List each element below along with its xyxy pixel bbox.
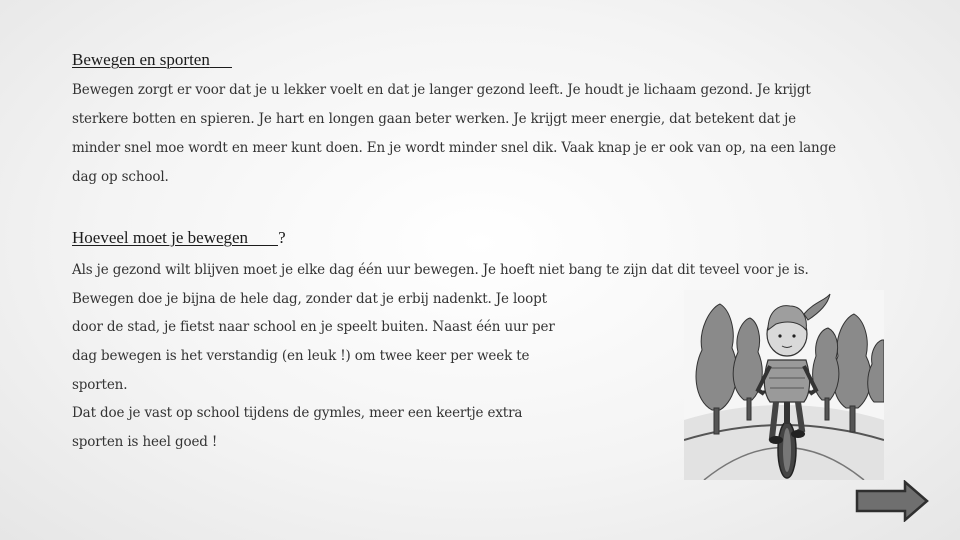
paragraph-line: Bewegen zorgt er voor dat je u lekker voelt en dat je langer gezond leeft. Je houdt je lichaam gezond. Je krijgt [72,82,811,98]
paragraph-line: Bewegen doe je bijna de hele dag, zonder dat je erbij nadenkt. Je loopt [72,290,547,307]
girl-on-bicycle-icon [684,290,884,480]
paragraph-line: Als je gezond wilt blijven moet je elke dag één uur bewegen. Je hoeft niet bang te zijn dat dit teveel voor je is. [72,262,809,278]
paragraph-line: sterkere botten en spieren. Je hart en longen gaan beter werken. Je krijgt meer energie, dat betekent dat je [72,111,796,127]
next-slide-button[interactable] [855,480,930,522]
paragraph-line: sporten is heel goed ! [72,434,218,451]
heading-bewegen-en-sporten [72,50,232,70]
arrow-right-icon [855,480,930,522]
paragraph-line: dag bewegen is het verstandig (en leuk !) om twee keer per week te [72,348,530,365]
paragraph-bewegen [72,76,836,192]
heading-underline-extension [210,53,232,68]
paragraph-line: sporten. [72,376,128,393]
paragraph-line: door de stad, je fietst naar school en je speelt buiten. Naast één uur per [72,319,555,336]
heading-title: Hoeveel moet je bewegen [72,228,249,247]
paragraph-line: dag op school. [72,169,169,185]
heading-title: Bewegen en sporten [72,50,210,69]
paragraph-line: minder snel moe wordt en meer kunt doen. En je wordt minder snel dik. Vaak knap je er ook van op, na een lange [72,140,836,156]
paragraph-line: Dat doe je vast op school tijdens de gymles, meer een keertje extra [72,405,523,422]
heading-hoeveel-moet-je-bewegen [72,228,286,248]
heading-question-mark: ? [278,228,286,247]
heading-underline-extension [248,231,278,246]
